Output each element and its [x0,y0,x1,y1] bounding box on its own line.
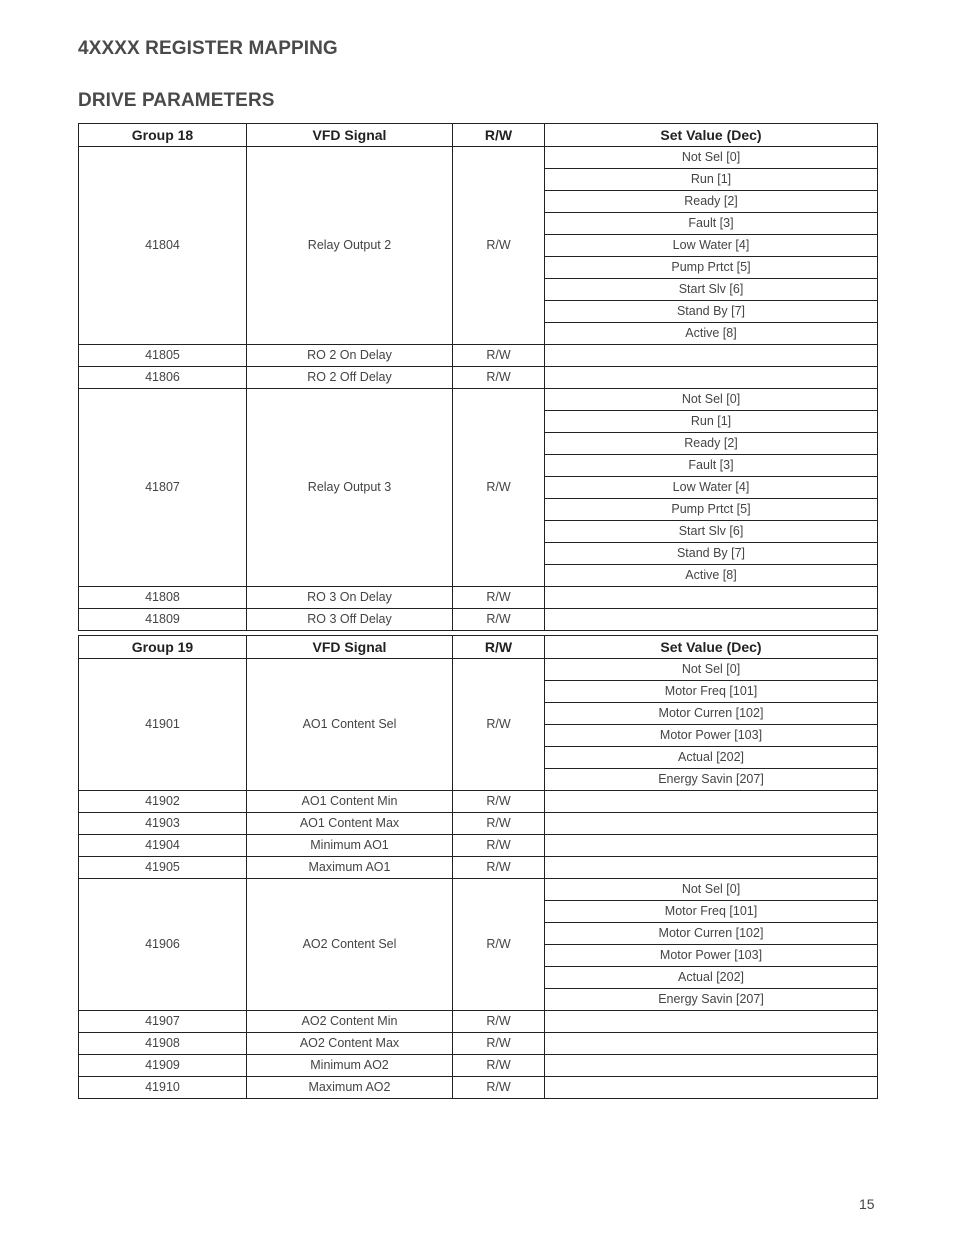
vfd-signal-cell: AO2 Content Min [247,1011,453,1033]
rw-cell: R/W [453,609,545,631]
register-cell: 41903 [79,813,247,835]
vfd-signal-cell: Maximum AO1 [247,857,453,879]
register-cell: 41905 [79,857,247,879]
column-header-group: Group 19 [79,636,247,659]
vfd-signal-cell: RO 2 On Delay [247,345,453,367]
table-row [79,389,878,411]
set-value-cell: Run [1] [545,411,878,433]
rw-cell: R/W [453,1077,545,1099]
rw-cell: R/W [453,367,545,389]
set-value-cell: Motor Freq [101] [545,681,878,703]
table-row [79,835,878,857]
set-value-cell: Fault [3] [545,455,878,477]
set-value-cell: Run [1] [545,169,878,191]
table-row [79,147,878,169]
register-cell: 41806 [79,367,247,389]
set-value-cell: Stand By [7] [545,301,878,323]
vfd-signal-cell: RO 2 Off Delay [247,367,453,389]
column-header-group: Group 18 [79,124,247,147]
set-value-cell: Not Sel [0] [545,879,878,901]
set-value-cell [545,835,878,857]
set-value-cell: Motor Power [103] [545,945,878,967]
register-cell: 41907 [79,1011,247,1033]
vfd-signal-cell: Relay Output 3 [247,389,453,587]
register-cell: 41909 [79,1055,247,1077]
register-cell: 41808 [79,587,247,609]
set-value-cell [545,857,878,879]
register-cell: 41901 [79,659,247,791]
register-cell: 41908 [79,1033,247,1055]
vfd-signal-cell: AO2 Content Sel [247,879,453,1011]
set-value-cell: Not Sel [0] [545,659,878,681]
table-row [79,791,878,813]
set-value-cell: Actual [202] [545,747,878,769]
table-row [79,587,878,609]
set-value-cell [545,367,878,389]
vfd-signal-cell: Relay Output 2 [247,147,453,345]
page-number: 15 [859,1196,875,1212]
rw-cell: R/W [453,1011,545,1033]
rw-cell: R/W [453,345,545,367]
set-value-cell: Actual [202] [545,967,878,989]
register-cell: 41809 [79,609,247,631]
rw-cell: R/W [453,1033,545,1055]
set-value-cell [545,587,878,609]
set-value-cell [545,813,878,835]
table-row [79,367,878,389]
set-value-cell: Motor Freq [101] [545,901,878,923]
set-value-cell: Pump Prtct [5] [545,499,878,521]
group-18-table [78,123,878,631]
column-header-set-value: Set Value (Dec) [545,124,878,147]
rw-cell: R/W [453,659,545,791]
vfd-signal-cell: RO 3 On Delay [247,587,453,609]
set-value-cell: Active [8] [545,565,878,587]
set-value-cell [545,1055,878,1077]
rw-cell: R/W [453,813,545,835]
rw-cell: R/W [453,1055,545,1077]
table-row [79,813,878,835]
rw-cell: R/W [453,835,545,857]
rw-cell: R/W [453,879,545,1011]
vfd-signal-cell: Minimum AO2 [247,1055,453,1077]
table-row [79,857,878,879]
set-value-cell: Low Water [4] [545,477,878,499]
set-value-cell [545,1033,878,1055]
column-header-vfd-signal: VFD Signal [247,124,453,147]
rw-cell: R/W [453,791,545,813]
column-header-set-value: Set Value (Dec) [545,636,878,659]
set-value-cell: Pump Prtct [5] [545,257,878,279]
table-row [79,1077,878,1099]
vfd-signal-cell: AO1 Content Min [247,791,453,813]
set-value-cell [545,1011,878,1033]
column-header-rw: R/W [453,124,545,147]
table-row [79,879,878,901]
vfd-signal-cell: RO 3 Off Delay [247,609,453,631]
set-value-cell: Motor Curren [102] [545,703,878,725]
set-value-cell: Start Slv [6] [545,521,878,543]
register-cell: 41804 [79,147,247,345]
register-cell: 41910 [79,1077,247,1099]
header-row [79,124,878,147]
register-cell: 41906 [79,879,247,1011]
vfd-signal-cell: Maximum AO2 [247,1077,453,1099]
column-header-vfd-signal: VFD Signal [247,636,453,659]
set-value-cell: Active [8] [545,323,878,345]
table-row [79,1033,878,1055]
set-value-cell: Ready [2] [545,191,878,213]
set-value-cell: Start Slv [6] [545,279,878,301]
section-title: DRIVE PARAMETERS [78,90,275,111]
set-value-cell: Low Water [4] [545,235,878,257]
register-cell: 41807 [79,389,247,587]
set-value-cell [545,791,878,813]
rw-cell: R/W [453,857,545,879]
vfd-signal-cell: AO2 Content Max [247,1033,453,1055]
set-value-cell: Not Sel [0] [545,147,878,169]
set-value-cell: Fault [3] [545,213,878,235]
table-row [79,659,878,681]
register-cell: 41904 [79,835,247,857]
rw-cell: R/W [453,147,545,345]
set-value-cell [545,1077,878,1099]
column-header-rw: R/W [453,636,545,659]
page-title: 4XXXX REGISTER MAPPING [78,38,338,59]
header-row [79,636,878,659]
vfd-signal-cell: Minimum AO1 [247,835,453,857]
rw-cell: R/W [453,587,545,609]
set-value-cell: Energy Savin [207] [545,769,878,791]
vfd-signal-cell: AO1 Content Max [247,813,453,835]
set-value-cell [545,345,878,367]
table-row [79,1011,878,1033]
rw-cell: R/W [453,389,545,587]
set-value-cell: Motor Curren [102] [545,923,878,945]
table-row [79,345,878,367]
group-19-table [78,635,878,1099]
set-value-cell: Motor Power [103] [545,725,878,747]
table-row [79,1055,878,1077]
register-cell: 41902 [79,791,247,813]
set-value-cell: Not Sel [0] [545,389,878,411]
set-value-cell: Energy Savin [207] [545,989,878,1011]
vfd-signal-cell: AO1 Content Sel [247,659,453,791]
set-value-cell: Ready [2] [545,433,878,455]
set-value-cell: Stand By [7] [545,543,878,565]
register-cell: 41805 [79,345,247,367]
table-row [79,609,878,631]
set-value-cell [545,609,878,631]
